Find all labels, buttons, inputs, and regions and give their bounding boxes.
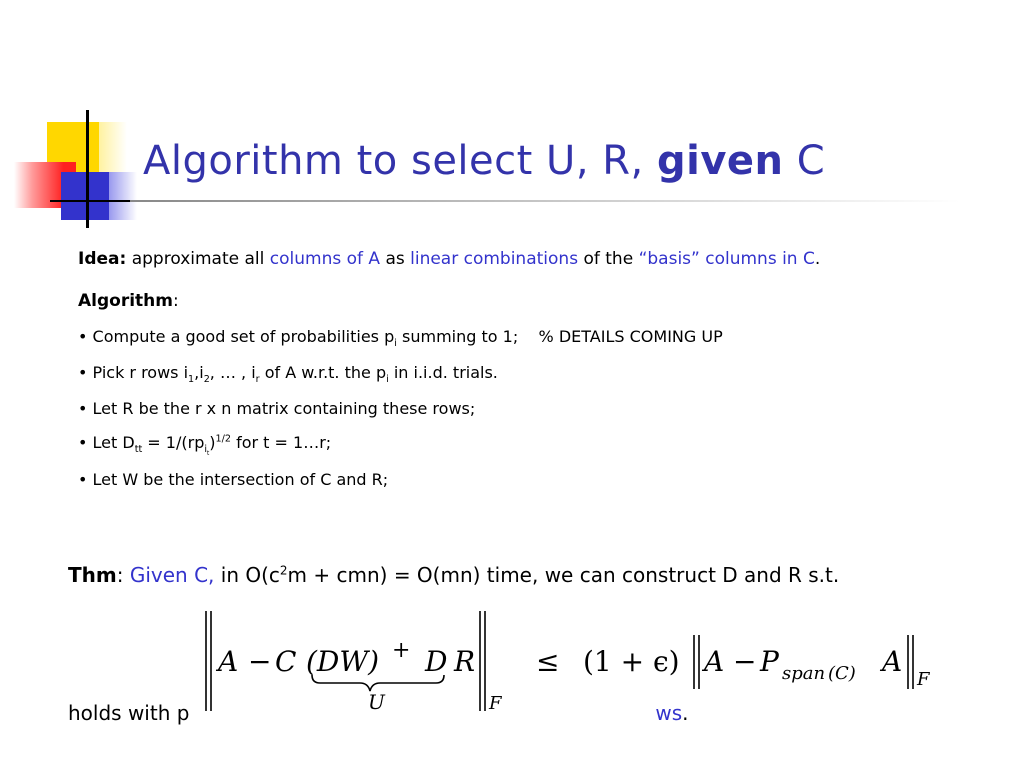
formula-plus: + bbox=[392, 638, 411, 663]
formula-U: U bbox=[368, 690, 385, 714]
formula-F-left: F bbox=[489, 693, 502, 714]
logo-blue-square bbox=[61, 172, 109, 220]
formula-D: D bbox=[425, 645, 448, 678]
logo-yellow-glow bbox=[99, 122, 127, 174]
algorithm-heading: Algorithm: bbox=[78, 291, 179, 311]
formula-C: C bbox=[275, 645, 297, 678]
formula-A3: A bbox=[882, 645, 903, 678]
logo-vertical-line bbox=[86, 110, 89, 228]
title-rule bbox=[130, 200, 960, 202]
logo-blue-glow bbox=[109, 172, 137, 220]
formula-DW: (DW) bbox=[306, 645, 380, 678]
formula-span-C: (C) bbox=[828, 663, 856, 684]
formula-P: P bbox=[760, 645, 779, 678]
bullet-pick-rows: • Pick r rows $i_1,i_2$, … , $i_r$ of A w.r.t. the $p_i$ in i.i.d. trials. bbox=[78, 363, 498, 386]
formula-A: A bbox=[218, 645, 239, 678]
formula-leq: ≤ bbox=[536, 645, 560, 678]
page-title: Algorithm to select U, R, given C bbox=[143, 138, 826, 184]
bullet-probabilities: • Compute a good set of probabilities $p_i$ summing to 1; % DETAILS COMING UP bbox=[78, 327, 723, 350]
formula-R: R bbox=[454, 645, 476, 678]
idea-line: Idea: approximate all columns of A as linear combinations of the “basis” columns in C. bbox=[78, 249, 821, 269]
formula-F-right: F bbox=[917, 669, 930, 690]
formula-A2: A bbox=[704, 645, 725, 678]
theorem-statement: Thm: Given C, in $O(c^2m + cmn) = O(mn)$ time, we can construct D and R s.t. bbox=[68, 563, 840, 587]
formula-span: span bbox=[782, 663, 826, 684]
bullet-matrix-d: • Let $D_{tt} = 1/(rp_{i_t})^{1/2}$ for t = 1…r; bbox=[78, 433, 332, 458]
bullet-matrix-r: • Let R be the r x n matrix containing these rows; bbox=[78, 399, 476, 418]
formula-one-plus-eps: (1 + ϵ) bbox=[583, 645, 680, 678]
formula-minus: − bbox=[248, 645, 272, 678]
bullet-matrix-w: • Let W be the intersection of C and R; bbox=[78, 470, 389, 489]
probability-statement: holds with p ws. bbox=[68, 701, 689, 725]
formula-minus2: − bbox=[733, 645, 757, 678]
